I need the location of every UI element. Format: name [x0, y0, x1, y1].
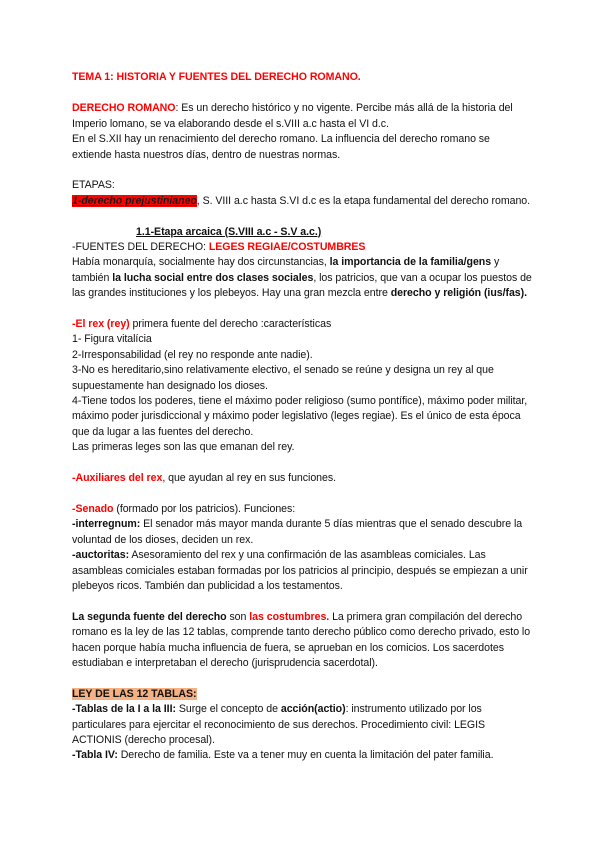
auxiliares-text: , que ayudan al rey en sus funciones.	[162, 472, 336, 485]
text-run: La primera gran compilación del derecho romano es la ley de las 12 tablas, comprende tanto derecho público como derecho privado, esto lo hacen porque había mucha influencia de fuera, se aprueban en los comicios. Los sacerdotes estudiaban e interpretaban el derecho (jurisprudencia sacerdotal).	[72, 610, 531, 669]
fuentes-label: -FUENTES DEL DERECHO:	[72, 241, 209, 254]
auctoritas-line	[72, 548, 532, 594]
document-title: TEMA 1: HISTORIA Y FUENTES DEL DERECHO ROMANO.	[72, 71, 361, 83]
bold-run: acción(actio)	[280, 703, 346, 716]
text-run: son	[226, 610, 250, 623]
stage1-highlight: 1-derecho prejustinianeo	[72, 194, 197, 207]
arcaica-heading: 1.1-Etapa arcaica (S.VIII a.c - S.V a.c.)	[136, 225, 322, 238]
rex-text: primera fuente del derecho :características	[129, 318, 332, 331]
text-run: , los patricios, que van a ocupar los puestos de las grandes instituciones y los plebeyos. Hay una gran mezcla entre	[72, 271, 532, 300]
bold-run: derecho y religión (ius/fas).	[390, 287, 528, 300]
rex-item: 3-No es hereditario,sino relativamente electivo, el senado se reúne y designa un rey al que supuestamente han designado los dioses.	[72, 364, 494, 392]
text-run: : instrumento utilizado por los particulares para ejercitar el reconocimiento de sus derechos. Procedimiento civil: LEGIS ACTIONIS (derecho procesal).	[72, 703, 486, 746]
tablas-4-line	[72, 748, 532, 763]
costumbres-label: las costumbres.	[249, 610, 330, 623]
auctoritas-label: -auctoritas:	[72, 549, 130, 562]
interregnum-label: -interregnum:	[72, 518, 141, 531]
document-page	[72, 70, 532, 764]
rex-item: 4-Tiene todos los poderes, tiene el máximo poder religioso (sumo pontífice), máximo poder militar, máximo poder jurisdiccional y máximo poder legislativo (leges regiae). Es el único de esta época que da lugar a las fuentes del derecho.	[72, 395, 528, 438]
text-run: Surge el concepto de	[175, 703, 281, 716]
auxiliares-line	[72, 471, 532, 486]
rex-item: Las primeras leges son las que emanan del rey.	[72, 441, 295, 454]
rex-label: -El rex (rey)	[72, 318, 130, 331]
etapas-label: ETAPAS:	[72, 179, 115, 192]
tablas-1-label: -Tablas de la I a la III:	[72, 703, 176, 716]
intro-paragraph-2: En el S.XII hay un renacimiento del derecho romano. La influencia del derecho romano se extiende hasta nuestros días, dentro de nuestras normas.	[72, 133, 490, 161]
rex-line	[72, 317, 532, 332]
interregnum-line	[72, 517, 532, 548]
stage1-text: , S. VIII a.c hasta S.VI d.c es la etapa fundamental del derecho romano.	[196, 194, 531, 207]
stage1-paragraph	[72, 194, 532, 209]
tablas-4-label: -Tabla IV:	[72, 749, 118, 762]
fuentes-value: LEGES REGIAE/COSTUMBRES	[208, 241, 366, 254]
senado-label: -Senado	[72, 502, 114, 515]
senado-line	[72, 502, 532, 517]
fuentes-line	[72, 240, 532, 255]
intro-term: DERECHO ROMANO	[72, 102, 176, 115]
text-run: Había monarquía, socialmente hay dos circunstancias,	[72, 256, 330, 269]
senado-text: (formado por los patricios). Funciones:	[113, 502, 296, 515]
text-run: y también	[72, 256, 500, 284]
intro-text: : Es un derecho histórico y no vigente. Percibe más allá de la historia del Imperio lomano, se va elaborando desde el s.VIII a.c hasta el VI d.c.	[72, 102, 513, 130]
auxiliares-label: -Auxiliares del rex	[72, 472, 163, 485]
text-run: Derecho de familia. Este va a tener muy en cuenta la limitación del pater familia.	[117, 749, 494, 762]
arcaica-paragraph	[72, 255, 532, 301]
segunda-fuente-paragraph	[72, 610, 532, 672]
bold-run: la importancia de la familia/gens	[329, 256, 492, 269]
rex-item: 1- Figura vitalícia	[72, 333, 152, 346]
tablas-1-line	[72, 702, 532, 748]
intro-paragraph	[72, 101, 532, 132]
tablas-heading-line	[72, 687, 532, 702]
interregnum-text: El senador más mayor manda durante 5 días mientras que el senado descubre la voluntad de los dioses, deciden un rex.	[72, 518, 523, 546]
bold-run: La segunda fuente del derecho	[72, 610, 227, 623]
tablas-heading: LEY DE LAS 12 TABLAS:	[72, 687, 197, 700]
rex-item: 2-Irresponsabilidad (el rey no responde ante nadie).	[72, 348, 313, 361]
auctoritas-text: Asesoramiento del rex y una confirmación de las asambleas comiciales. Las asambleas comiciales estaban formadas por los patricios al principio, después se empiezan a unir plebeyos ricos. También dan publicidad a los testamentos.	[72, 549, 528, 592]
bold-run: la lucha social entre dos clases sociales	[112, 271, 314, 284]
